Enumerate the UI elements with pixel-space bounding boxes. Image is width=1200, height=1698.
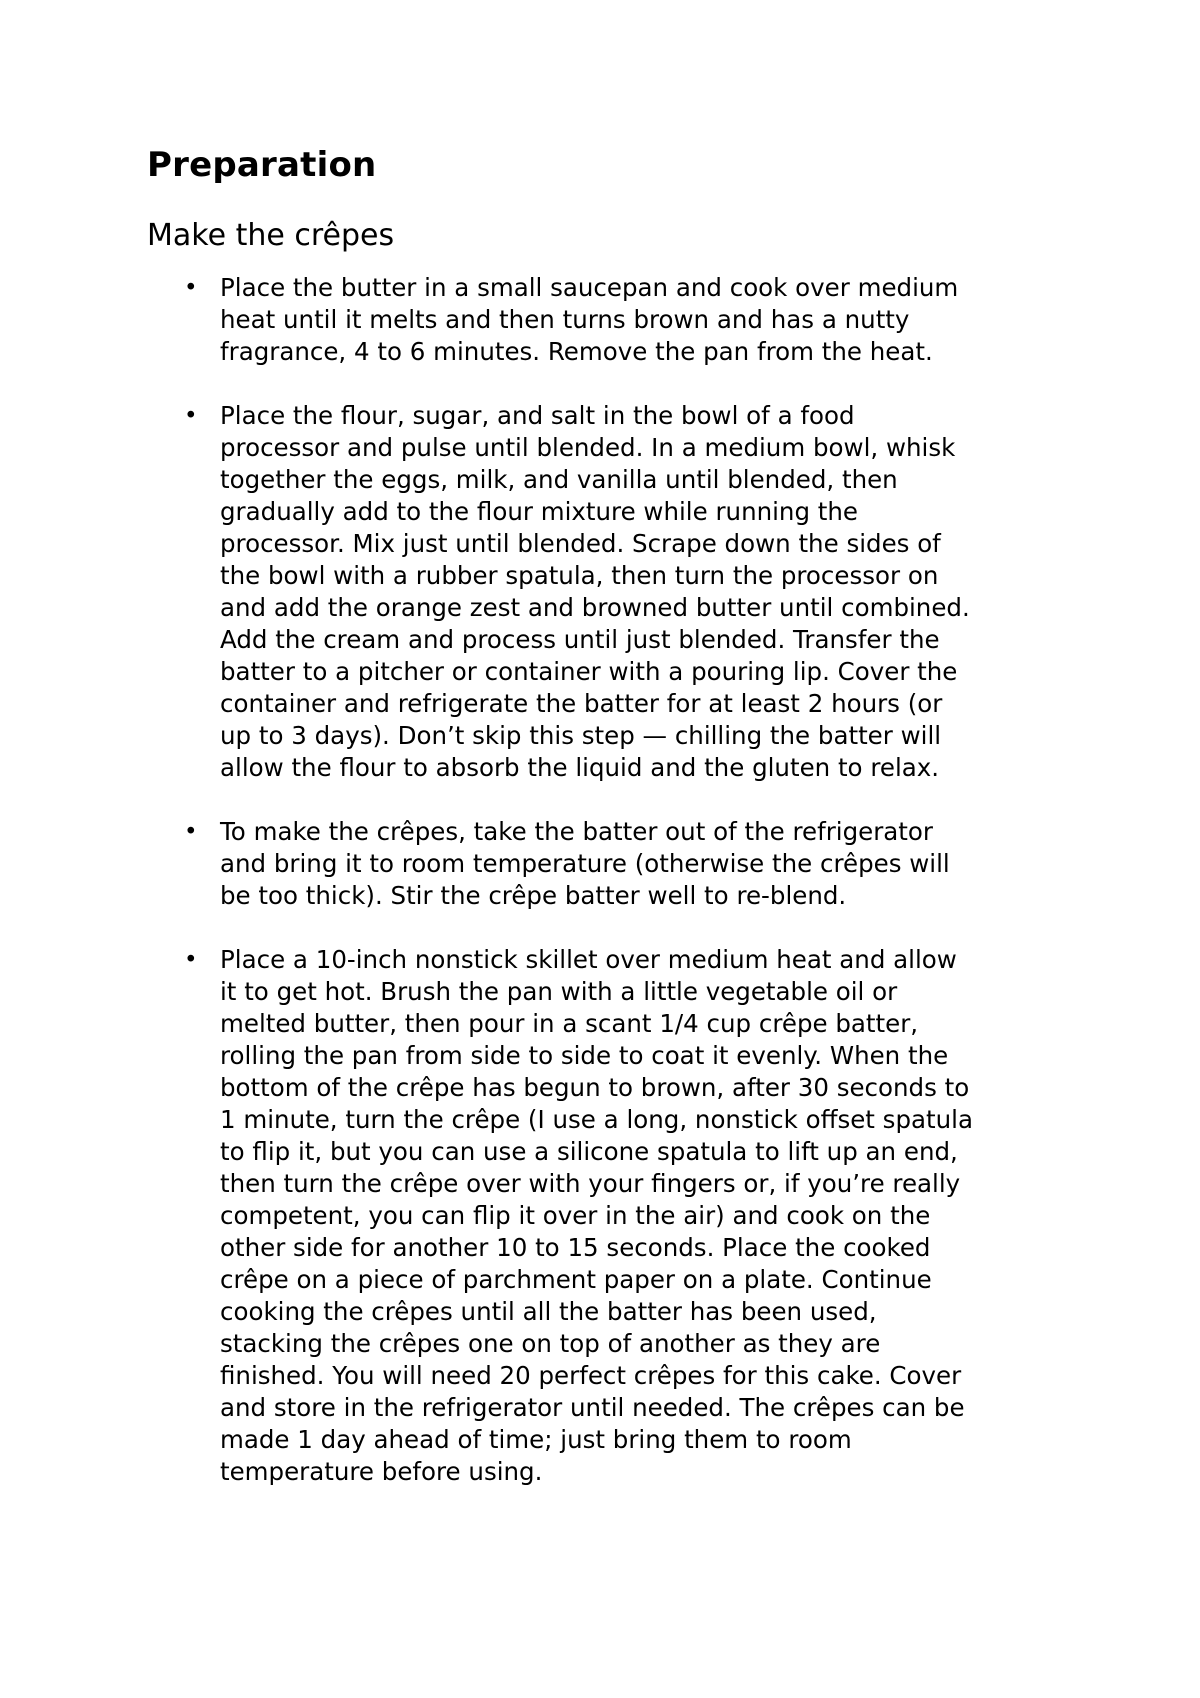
section-title: Make the crêpes — [147, 218, 395, 253]
bullet-icon: • — [184, 947, 198, 973]
bullet-icon: • — [184, 403, 198, 429]
list-item — [0, 272, 1200, 368]
step-text: Place the butter in a small saucepan and cook over medium heat until it melts and then turns brown and has a nutty fragrance, 4 to 6 minutes. Remove the pan from the heat. — [220, 273, 959, 366]
page-title: Preparation — [147, 145, 377, 185]
list-item — [0, 944, 1200, 1488]
step-text: To make the crêpes, take the batter out of the refrigerator and bring it to room temperature (otherwise the crêpes will be too thick). Stir the crêpe batter well to re-blend. — [220, 817, 950, 910]
step-text: Place the flour, sugar, and salt in the bowl of a food processor and pulse until blended. In a medium bowl, whisk together the eggs, milk, and vanilla until blended, then gradually add to the flour mixture while running the processor. Mix just until blended. Scrape down the sides of the bowl with a rubber spatula, then turn the processor on and add the orange zest and browned butter until combined. Add the cream and process until just blended. Transfer the batter to a pitcher or container with a pouring lip. Cover the container and refrigerate the batter for at least 2 hours (or up to 3 days). Don’t skip this step — chilling the batter will allow the flour to absorb the liquid and the gluten to relax. — [220, 401, 970, 782]
step-text: Place a 10-inch nonstick skillet over medium heat and allow it to get hot. Brush the pan with a little vegetable oil or melted butter, then pour in a scant 1/4 cup crêpe batter, rolling the pan from side to side to coat it evenly. When the bottom of the crêpe has begun to brown, after 30 seconds to 1 minute, turn the crêpe (I use a long, nonstick offset spatula to flip it, but you can use a silicone spatula to lift up an end, then turn the crêpe over with your fingers or, if you’re really competent, you can flip it over in the air) and cook on the other side for another 10 to 15 seconds. Place the cooked crêpe on a piece of parchment paper on a plate. Continue cooking the crêpes until all the batter has been used, stacking the crêpes one on top of another as they are finished. You will need 20 perfect crêpes for this cake. Cover and store in the refrigerator until needed. The crêpes can be made 1 day ahead of time; just bring them to room temperature before using. — [220, 945, 973, 1486]
list-item — [0, 400, 1200, 784]
bullet-icon: • — [184, 275, 198, 301]
list-item — [0, 816, 1200, 912]
bullet-icon: • — [184, 819, 198, 845]
steps-list — [0, 272, 1200, 1520]
